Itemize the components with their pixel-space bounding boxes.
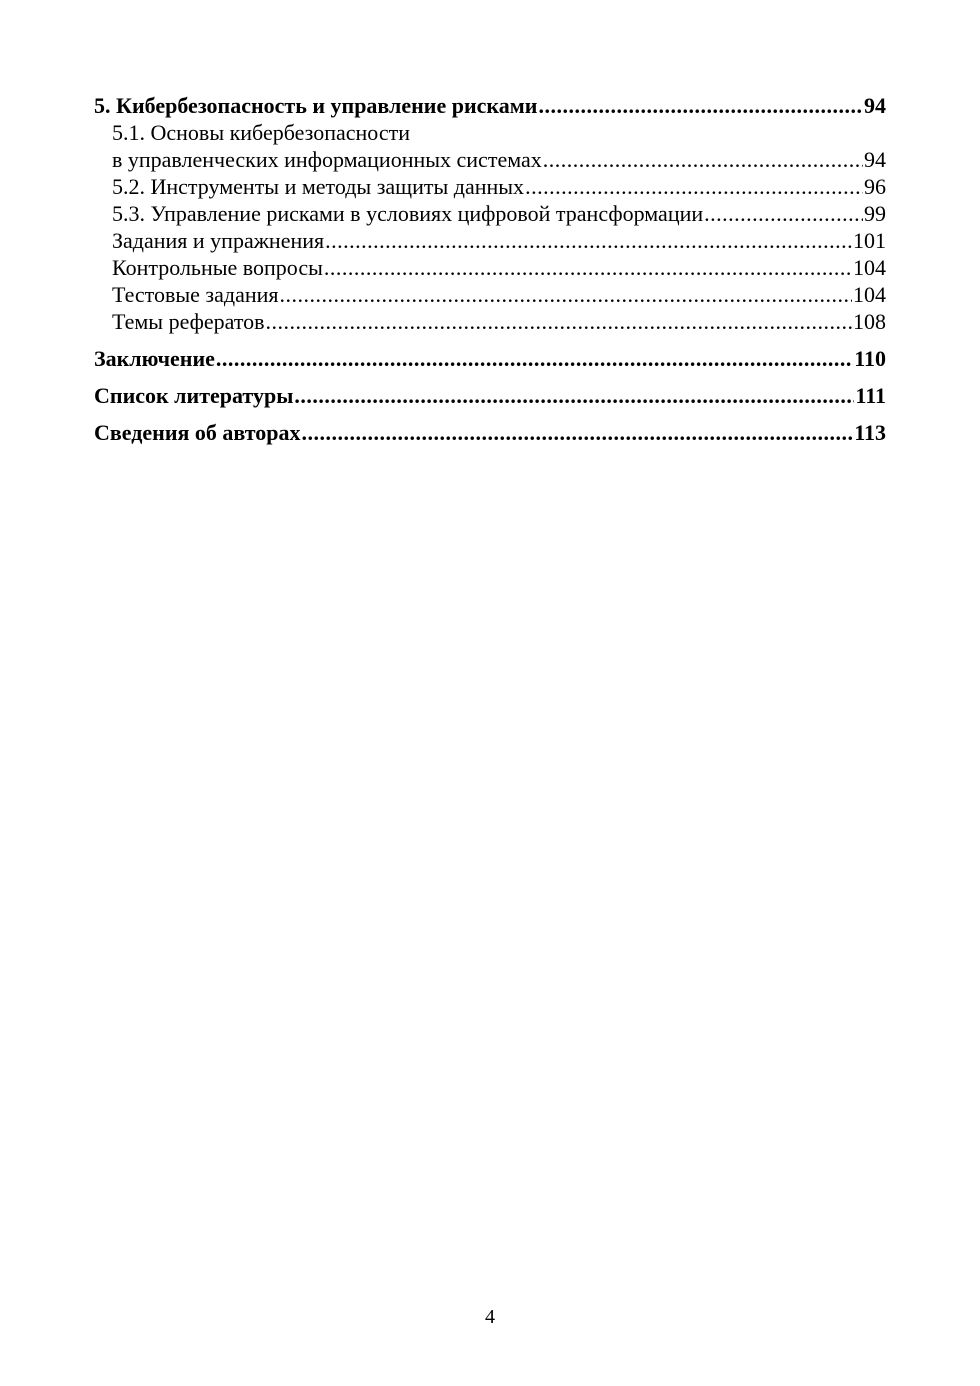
- page-number: 4: [485, 1306, 495, 1328]
- toc-entry-title: Темы рефератов: [112, 309, 265, 334]
- table-of-contents: [94, 92, 886, 446]
- toc-entry-title: Тестовые задания: [112, 282, 279, 307]
- toc-dot-leader: [525, 173, 863, 200]
- toc-entry-page: 96: [864, 174, 886, 199]
- toc-entry-title: в управленческих информационных системах: [112, 147, 542, 172]
- toc-entry-title: Сведения об авторах: [94, 420, 301, 445]
- toc-entry-section-5-3[interactable]: [94, 200, 886, 227]
- toc-entry-section-5-2[interactable]: [94, 173, 886, 200]
- toc-entry-title: 5. Кибербезопасность и управление рисками: [94, 93, 538, 118]
- toc-dot-leader: [266, 308, 852, 335]
- toc-dot-leader: [704, 200, 863, 227]
- toc-entry-conclusion[interactable]: [94, 345, 886, 372]
- toc-entry-title: Список литературы: [94, 383, 294, 408]
- toc-entry-title: 5.2. Инструменты и методы защиты данных: [112, 174, 525, 199]
- toc-entry-page: 113: [854, 420, 886, 445]
- toc-entry-topics[interactable]: [94, 308, 886, 335]
- toc-dot-leader: [538, 92, 863, 119]
- toc-entry-page: 108: [853, 309, 886, 334]
- toc-entry-questions[interactable]: [94, 254, 886, 281]
- toc-entry-references[interactable]: [94, 382, 886, 409]
- toc-entry-page: 94: [864, 147, 886, 172]
- toc-entry-title: Заключение: [94, 346, 215, 371]
- toc-entry-page: 94: [864, 93, 886, 118]
- toc-dot-leader: [325, 227, 852, 254]
- toc-entry-page: 110: [854, 346, 886, 371]
- toc-entry-tasks[interactable]: [94, 227, 886, 254]
- toc-entry-title: Задания и упражнения: [112, 228, 325, 253]
- toc-dot-leader: [543, 146, 863, 173]
- toc-entry-title: Контрольные вопросы: [112, 255, 323, 280]
- toc-entry-page: 99: [864, 201, 886, 226]
- toc-entry-section-5-1[interactable]: [94, 146, 886, 173]
- toc-dot-leader: [280, 281, 852, 308]
- toc-dot-leader: [324, 254, 852, 281]
- toc-entry-title: 5.3. Управление рисками в условиях цифровой трансформации: [112, 201, 704, 226]
- toc-entry-chapter-5[interactable]: [94, 92, 886, 119]
- toc-entry-section-5-1-line1[interactable]: 5.1. Основы кибербезопасности: [112, 120, 410, 145]
- toc-entry-page: 101: [853, 228, 886, 253]
- toc-entry-authors[interactable]: [94, 419, 886, 446]
- toc-dot-leader: [301, 419, 853, 446]
- toc-dot-leader: [294, 382, 854, 409]
- toc-entry-page: 104: [853, 282, 886, 307]
- toc-entry-page: 104: [853, 255, 886, 280]
- toc-entry-tests[interactable]: [94, 281, 886, 308]
- toc-dot-leader: [216, 345, 853, 372]
- toc-entry-page: 111: [855, 383, 886, 408]
